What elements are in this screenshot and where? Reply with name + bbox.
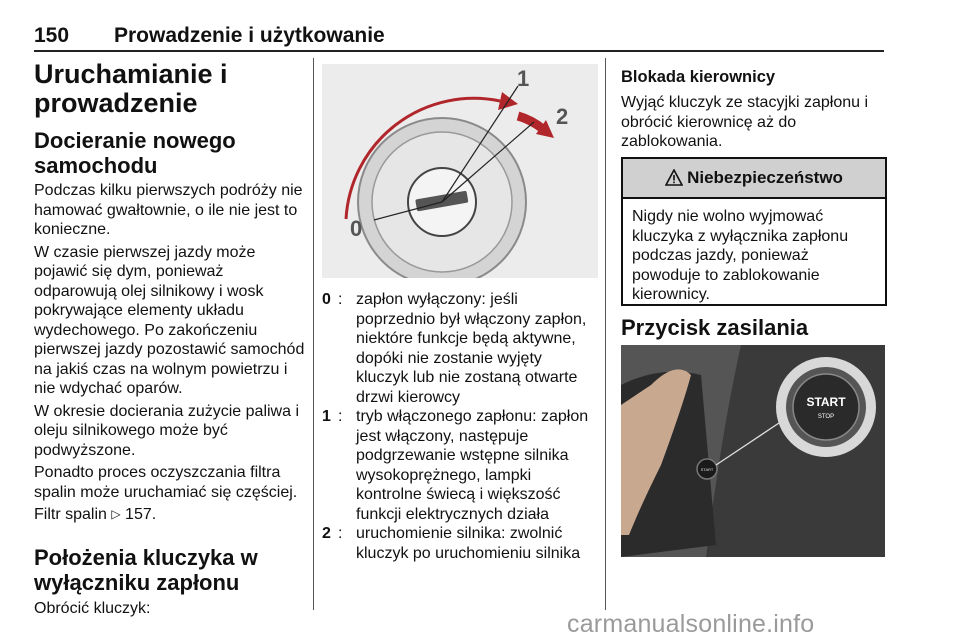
steering-lock-heading: Blokada kierownicy (621, 68, 776, 86)
xref-arrow-icon: ▷ (111, 507, 121, 521)
legend-key: 0 (322, 291, 331, 308)
section-title-line: Uruchamianie i (34, 59, 228, 89)
warning-header (623, 159, 885, 199)
cross-reference[interactable] (34, 505, 306, 525)
legend-separator: : (338, 408, 343, 425)
legend-text: tryb włączonego zapłonu: zapłon jest włączony, następuje podgrzewanie wstępne silnika wysokoprężnego, lampki kontrolne świecą i większość funkcji elektrycznych działa (356, 408, 589, 523)
paragraph: W czasie pierwszej jazdy może pojawić się dym, ponieważ odparowują olej silnikowy i wosk pokrywające elementy układu wydechowego. Po zakończeniu pierwszej jazdy pozostawić samochód na jakiś czas na wolnym powietrzu i nie wdychać oparów. (34, 243, 305, 397)
section-title (34, 60, 306, 118)
legend-text: uruchomienie silnika: zwolnić kluczyk po uruchomieniu silnika (356, 525, 581, 562)
subsection-title-line: wyłączniku zapłonu (34, 569, 240, 595)
warning-triangle-icon (665, 169, 683, 187)
page-number: 150 (34, 24, 70, 47)
column-divider (313, 58, 314, 610)
stop-label: STOP (817, 414, 835, 420)
right-column (621, 66, 883, 152)
warning-text: Nigdy nie wolno wyjmować kluczyka z wyłącznika zapłonu podczas jazdy, ponieważ powoduje to zablokowanie kierownicy. (632, 208, 849, 303)
subsection-title-line: Położenia kluczyka w (34, 544, 258, 570)
legend-separator: : (338, 291, 343, 308)
position-label-2: 2 (556, 104, 569, 129)
figure-legend (322, 290, 598, 563)
paragraph: Ponadto proces oczyszczania filtra spalin może uruchamiać się częściej. (34, 464, 298, 501)
watermark: carmanualsonline.info (567, 610, 815, 638)
legend-separator: : (338, 525, 343, 542)
subsection-title-line: samochodu (34, 153, 158, 178)
left-column (34, 60, 306, 618)
legend-item (322, 524, 598, 563)
position-label-0: 0 (350, 216, 363, 241)
column-divider (605, 58, 606, 610)
legend-text: zapłon wyłączony: jeśli poprzednio był włączony zapłon, niektóre funkcje będą aktywne, dopóki nie zostanie wyjęty kluczyk lub nie zostaną otwarte drzwi kierowcy (356, 291, 587, 406)
position-label-1: 1 (517, 66, 530, 91)
ignition-switch-figure (322, 64, 598, 278)
power-button-heading: Przycisk zasilania (621, 315, 809, 340)
legend-key: 1 (322, 408, 331, 425)
paragraph: Podczas kilku pierwszych podróży nie hamować gwałtownie, o ile nie jest to konieczne. (34, 182, 303, 238)
legend-item (322, 407, 598, 524)
section-title-line: prowadzenie (34, 88, 198, 118)
warning-box (621, 157, 887, 306)
legend-item (322, 290, 598, 407)
paragraph: W okresie docierania zużycie paliwa i oleju silnikowego może być podwyższone. (34, 402, 299, 459)
warning-title: Niebezpieczeństwo (687, 168, 843, 187)
subsection-title-line: Docieranie nowego (34, 128, 236, 153)
paragraph: Wyjąć kluczyk ze stacyjki zapłonu i obrócić kierownicę aż do zablokowania. (621, 94, 869, 150)
xref-label: Filtr spalin (34, 506, 107, 523)
page-header (34, 20, 884, 52)
xref-page: 157. (125, 506, 157, 523)
chapter-title: Prowadzenie i użytkowanie (114, 24, 385, 47)
start-label: START (806, 395, 846, 409)
legend-key: 2 (322, 525, 331, 542)
power-button-figure (621, 345, 885, 557)
subsection-title (34, 128, 306, 178)
paragraph: Obrócić kluczyk: (34, 599, 151, 617)
subsection-title (34, 545, 306, 595)
small-start-label: START (700, 467, 714, 472)
